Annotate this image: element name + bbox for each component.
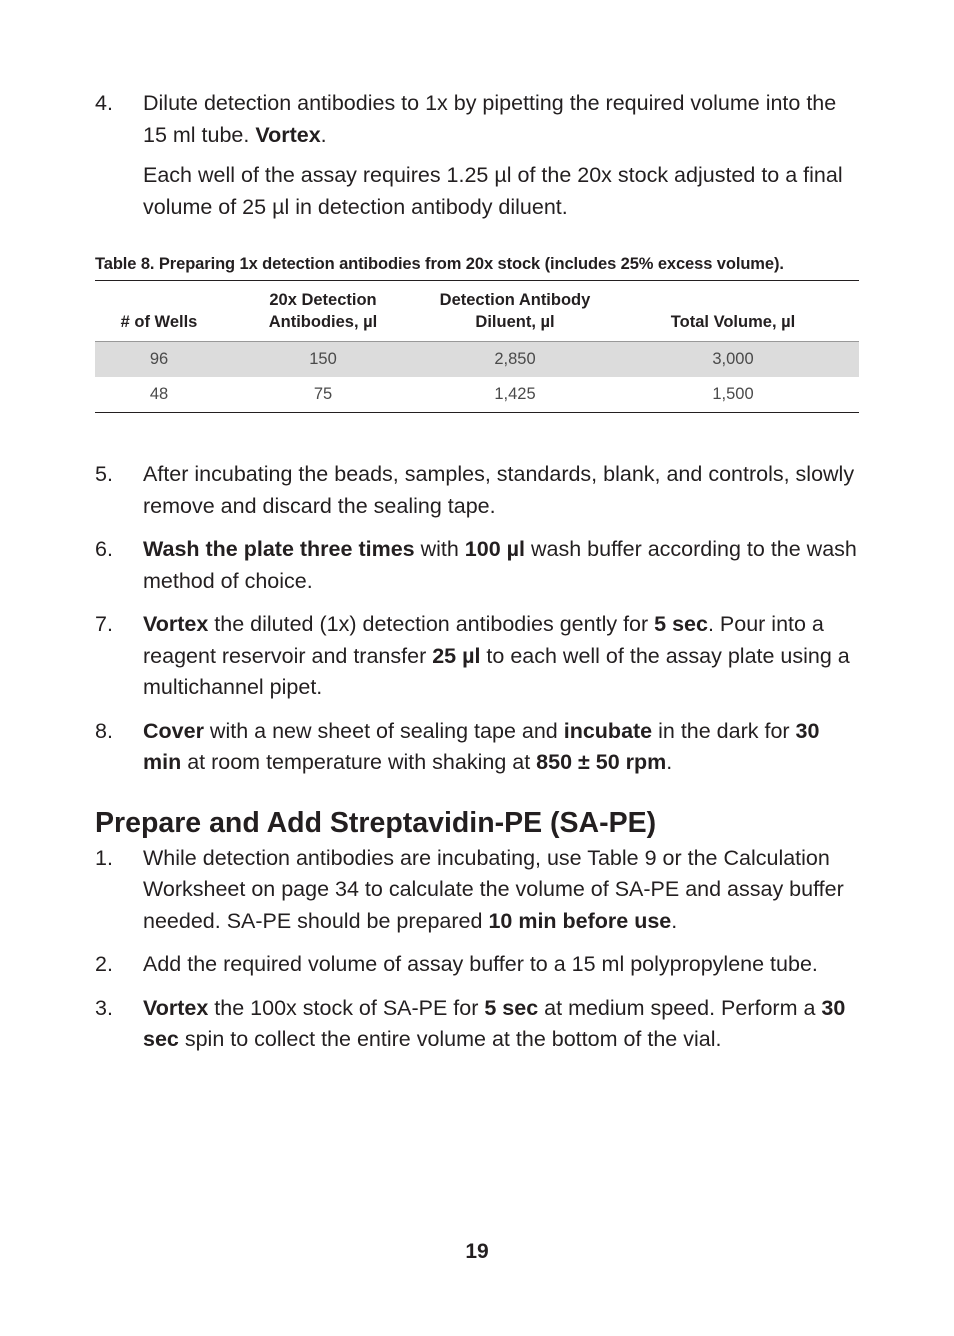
step-text: [143, 716, 859, 779]
body-text: wash buffer according to the wash method of choice.: [143, 537, 857, 593]
step-paragraph: [143, 949, 859, 981]
step-number: 2.: [95, 952, 113, 976]
body-text: .: [666, 750, 673, 774]
step-number: 8.: [95, 718, 113, 743]
table-row: [95, 377, 859, 413]
table-cell: 1,425: [494, 385, 536, 403]
body-text: with: [414, 537, 465, 561]
steps-list-mid: [95, 459, 859, 779]
table-cell: 48: [149, 385, 169, 403]
emphasis-text: Vortex: [143, 995, 209, 1020]
body-text: in the dark for: [652, 718, 796, 743]
emphasis-text: 30 min: [143, 718, 820, 774]
table-cell: 96: [149, 350, 169, 368]
step-text: [143, 609, 859, 704]
emphasis-text: Vortex: [255, 122, 321, 147]
table-body: [95, 342, 859, 413]
emphasis-text: 100 µl: [464, 537, 526, 561]
emphasis-text: Wash the plate three times: [143, 537, 415, 561]
step-item: [95, 716, 859, 779]
step-paragraph: [143, 459, 859, 522]
body-text: with a new sheet of sealing tape and: [203, 718, 564, 743]
step-item: [95, 459, 859, 522]
body-text: .: [320, 122, 327, 147]
body-text: Dilute detection antibodies to 1x by pipetting the required volume into the 15 ml tube.: [143, 91, 837, 147]
step-paragraph: [143, 160, 859, 223]
dilution-table: [95, 280, 859, 413]
step-number: 3.: [95, 995, 113, 1020]
step-text: [143, 88, 859, 223]
table-header-cell: Detection Antibody Diluent, µl: [439, 291, 591, 331]
emphasis-text: 850 ± 50 rpm: [536, 750, 667, 774]
body-text: . Pour into a reagent reservoir and transfer: [143, 612, 824, 668]
steps-list-top: [95, 88, 859, 223]
step-text: [143, 459, 859, 522]
emphasis-text: incubate: [563, 718, 653, 743]
page-number: 19: [465, 1240, 489, 1263]
table-cell: 3,000: [712, 350, 754, 368]
body-text: spin to collect the entire volume at the bottom of the vial.: [178, 1027, 722, 1051]
emphasis-text: 25 µl: [432, 643, 481, 668]
step-text: [143, 843, 859, 938]
body-text: the 100x stock of SA-PE for: [208, 995, 485, 1020]
step-number: 7.: [95, 612, 113, 636]
step-text: [143, 534, 859, 597]
step-item: [95, 534, 859, 597]
body-text: While detection antibodies are incubating, use Table 9 or the Calculation Worksheet on page 34 to calculate the volume of SA-PE and assay buffer needed. SA-PE should be prepared: [143, 845, 844, 933]
table-header-cell: # of Wells: [120, 313, 198, 331]
body-text: to each well of the assay plate using a multichannel pipet.: [143, 643, 850, 699]
step-item: [95, 949, 859, 981]
table-cell: 150: [309, 350, 337, 368]
step-text: [143, 949, 859, 981]
step-number: 5.: [95, 462, 113, 486]
emphasis-text: Cover: [143, 718, 204, 743]
step-item: [95, 843, 859, 938]
table-caption: Table 8. Preparing 1x detection antibodies from 20x stock (includes 25% excess volume).: [95, 255, 784, 273]
step-text: [143, 993, 859, 1056]
body-text: .: [671, 908, 678, 933]
step-paragraph: [143, 88, 859, 151]
body-text: After incubating the beads, samples, standards, blank, and controls, slowly remove and discard the sealing tape.: [143, 462, 855, 518]
step-number: 1.: [95, 845, 113, 870]
step-paragraph: [143, 993, 859, 1056]
table-header-cell: Total Volume, µl: [670, 313, 796, 331]
step-paragraph: [143, 609, 859, 704]
step-paragraph: [143, 534, 859, 597]
step-item: [95, 88, 859, 223]
step-item: [95, 993, 859, 1056]
emphasis-text: 5 sec: [654, 612, 708, 636]
step-paragraph: [143, 843, 859, 938]
body-text: Each well of the assay requires 1.25 µl of the 20x stock adjusted to a final volume of 25 µl in detection antibody diluent.: [143, 163, 843, 219]
step-paragraph: [143, 716, 859, 779]
body-text: at room temperature with shaking at: [181, 750, 537, 774]
section-heading: Prepare and Add Streptavidin-PE (SA-PE): [95, 806, 657, 839]
table-cell: 75: [313, 385, 333, 403]
table-row: [95, 342, 859, 378]
document-page: [95, 88, 859, 1068]
step-item: [95, 609, 859, 704]
body-text: the diluted (1x) detection antibodies gently for: [208, 612, 655, 636]
emphasis-text: 30 sec: [143, 995, 846, 1051]
body-text: at medium speed. Perform a: [538, 995, 822, 1020]
emphasis-text: 5 sec: [484, 995, 539, 1020]
table-header-row: [95, 281, 859, 342]
body-text: Add the required volume of assay buffer to a 15 ml polypropylene tube.: [143, 952, 818, 976]
step-number: 6.: [95, 537, 113, 561]
step-number: 4.: [95, 91, 113, 115]
table-header-cell: 20x Detection Antibodies, µl: [268, 291, 378, 331]
emphasis-text: 10 min before use: [488, 908, 672, 933]
table-cell: 2,850: [494, 350, 536, 368]
table-cell: 1,500: [712, 385, 754, 403]
emphasis-text: Vortex: [143, 612, 209, 636]
steps-list-bottom: [95, 843, 859, 1056]
